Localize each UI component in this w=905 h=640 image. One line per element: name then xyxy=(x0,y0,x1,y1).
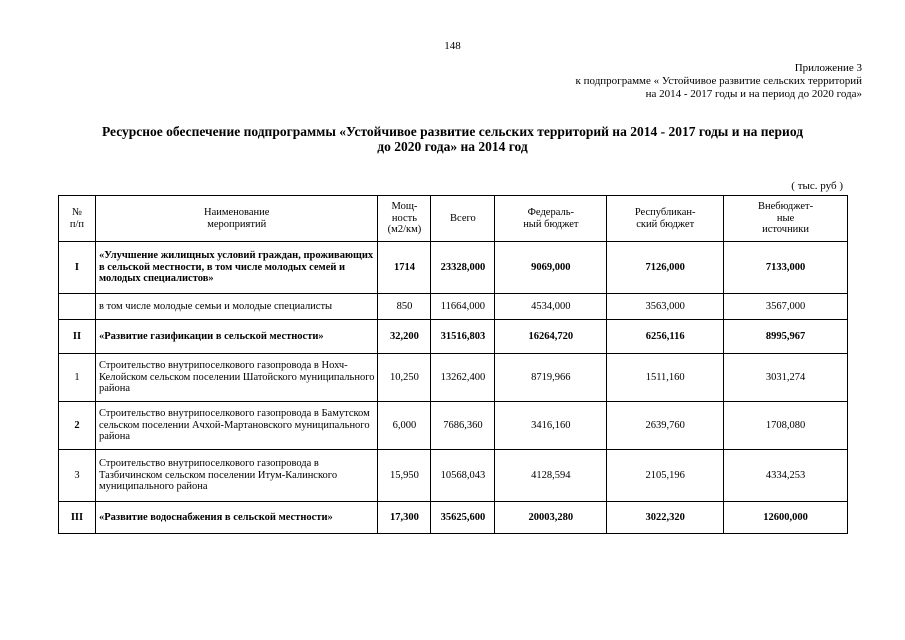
page-number: 148 xyxy=(444,40,461,52)
cell-republic: 7126,000 xyxy=(607,242,724,294)
header-federal: Федераль- ный бюджет xyxy=(495,196,607,242)
cell-federal: 9069,000 xyxy=(495,242,607,294)
cell-republic: 2105,196 xyxy=(607,450,724,502)
header-total: Всего xyxy=(431,196,495,242)
header-power: Мощ- ность (м2/км) xyxy=(378,196,431,242)
cell-republic: 3022,320 xyxy=(607,502,724,534)
cell-name: «Развитие газификации в сельской местности» xyxy=(95,320,378,354)
cell-extra: 4334,253 xyxy=(724,450,848,502)
appendix-note xyxy=(576,62,862,101)
cell-no: 2 xyxy=(59,402,96,450)
cell-federal: 4128,594 xyxy=(495,450,607,502)
cell-republic: 2639,760 xyxy=(607,402,724,450)
cell-total: 31516,803 xyxy=(431,320,495,354)
table-row xyxy=(59,320,848,354)
cell-no xyxy=(59,294,96,320)
cell-federal: 8719,966 xyxy=(495,354,607,402)
table-row xyxy=(59,354,848,402)
cell-name: Строительство внутрипоселкового газопровода в Бамутском сельском поселении Ачхой-Мартановского муниципального района xyxy=(95,402,378,450)
resources-table xyxy=(58,195,848,534)
cell-power: 32,200 xyxy=(378,320,431,354)
cell-total: 35625,600 xyxy=(431,502,495,534)
cell-republic: 3563,000 xyxy=(607,294,724,320)
cell-power: 15,950 xyxy=(378,450,431,502)
cell-power: 17,300 xyxy=(378,502,431,534)
cell-power: 10,250 xyxy=(378,354,431,402)
appendix-line-3: на 2014 - 2017 годы и на период до 2020 года» xyxy=(645,88,862,100)
header-extra: Внебюджет- ные источники xyxy=(724,196,848,242)
cell-extra: 3031,274 xyxy=(724,354,848,402)
cell-republic: 6256,116 xyxy=(607,320,724,354)
cell-name: «Улучшение жилищных условий граждан, проживающих в сельской местности, в том числе молодых семей и молодых специалистов» xyxy=(95,242,378,294)
cell-federal: 4534,000 xyxy=(495,294,607,320)
cell-no: II xyxy=(59,320,96,354)
cell-name: Строительство внутрипоселкового газопровода в Тазбичинском сельском поселении Итум-Калинского муниципального района xyxy=(95,450,378,502)
cell-total: 7686,360 xyxy=(431,402,495,450)
cell-federal: 16264,720 xyxy=(495,320,607,354)
table-row xyxy=(59,502,848,534)
cell-power: 1714 xyxy=(378,242,431,294)
cell-no: I xyxy=(59,242,96,294)
cell-republic: 1511,160 xyxy=(607,354,724,402)
cell-extra: 7133,000 xyxy=(724,242,848,294)
title-line-2: до 2020 года» на 2014 год xyxy=(377,139,528,154)
header-name: Наименование мероприятий xyxy=(95,196,378,242)
cell-power: 6,000 xyxy=(378,402,431,450)
cell-total: 11664,000 xyxy=(431,294,495,320)
table-row xyxy=(59,450,848,502)
table-row xyxy=(59,294,848,320)
cell-power: 850 xyxy=(378,294,431,320)
table-row xyxy=(59,242,848,294)
table-row xyxy=(59,402,848,450)
cell-extra: 1708,080 xyxy=(724,402,848,450)
cell-extra: 3567,000 xyxy=(724,294,848,320)
document-title xyxy=(40,124,865,154)
cell-federal: 20003,280 xyxy=(495,502,607,534)
cell-extra: 8995,967 xyxy=(724,320,848,354)
cell-extra: 12600,000 xyxy=(724,502,848,534)
cell-no: 3 xyxy=(59,450,96,502)
cell-federal: 3416,160 xyxy=(495,402,607,450)
table-header-row xyxy=(59,196,848,242)
units-label: ( тыс. руб ) xyxy=(791,180,843,192)
cell-name: Строительство внутрипоселкового газопровода в Нохч- Келойском сельском поселении Шатойского муниципального района xyxy=(95,354,378,402)
cell-name: в том числе молодые семьи и молодые специалисты xyxy=(95,294,378,320)
appendix-line-1: Приложение 3 xyxy=(794,62,862,74)
cell-total: 13262,400 xyxy=(431,354,495,402)
appendix-line-2: к подпрограмме « Устойчивое развитие сельских территорий xyxy=(575,75,862,87)
cell-total: 10568,043 xyxy=(431,450,495,502)
cell-total: 23328,000 xyxy=(431,242,495,294)
cell-no: III xyxy=(59,502,96,534)
header-republic: Республикан- ский бюджет xyxy=(607,196,724,242)
cell-name: «Развитие водоснабжения в сельской местности» xyxy=(95,502,378,534)
cell-no: 1 xyxy=(59,354,96,402)
title-line-1: Ресурсное обеспечение подпрограммы «Устойчивое развитие сельских территорий на 2014 - 2017 годы и на период xyxy=(101,124,804,139)
header-no: № п/п xyxy=(59,196,96,242)
